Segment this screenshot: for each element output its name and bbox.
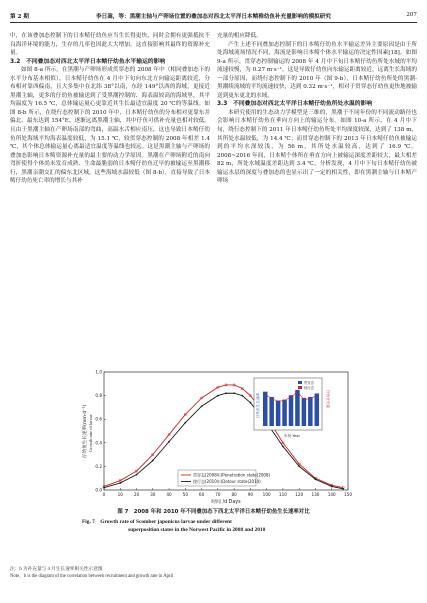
figure-caption-cn: 图 7 2008 年和 2010 年不同叠加态下西北太平洋日本鲭仔幼鱼生长速率对比 — [117, 509, 310, 515]
inset-legend-label-2: 绕行态 — [304, 386, 314, 390]
figure-caption-en — [82, 518, 382, 534]
x-tick-label: 30 — [150, 492, 156, 497]
data-point — [342, 488, 344, 490]
data-point — [217, 395, 219, 397]
inset-bar — [308, 397, 313, 426]
x-tick-label: 10 — [117, 492, 123, 497]
inset-bar — [269, 397, 274, 426]
right-column — [217, 32, 417, 362]
data-point — [184, 422, 186, 424]
data-point — [119, 482, 121, 484]
data-point — [225, 392, 227, 394]
running-title: 李日嵩，等：黑潮主轴与产卵场位置的叠加态对西北太平洋日本鲭稚幼鱼补充量影响的模拟研究 — [96, 14, 331, 20]
y-tick-label: 1.0 — [95, 369, 102, 375]
section-heading-3-2: 3.2 不同叠加态对西北太平洋日本鲭仔幼鱼水平输运的影响 — [10, 58, 166, 65]
data-point — [201, 405, 203, 407]
inset-x-label: 年份 Year — [284, 434, 300, 438]
data-point — [152, 460, 154, 462]
x-tick-label: 100 — [262, 492, 271, 497]
note-en: Note，b is the diagram of the correlation between recruitment and growth rate in April — [10, 574, 174, 579]
left-column — [10, 32, 210, 362]
figure-caption-en-line-2: superposition states in the Norwest Pacific in 2008 and 2010 — [128, 527, 266, 534]
note-cn: 注：b 为补充量与 4 月生长速率相关性示意图 — [10, 567, 103, 572]
paragraph: 如图 8-a 所示，在黑潮与产卵场形成贯穿态的 2008 年中（相同叠加态下的水平分布基本相似），日本鲭仔幼鱼在 4 月中下旬向东北方向输运距离较近，分布相对靠西偏南，且大多集中在北纬 38°以南，东经 149°以西的海域，更接近黑潮主轴，更多的仔幼鱼被输送到了受黑潮控制的、海表温较高的海域里，其平均温度为 16.5 ℃，总体输运量心更靠近其生长最适宜温度 20 ℃的等温线。如图 8-b 所示，在绕行态控制下的 2010 年中，日本鲭仔幼鱼的分布相对更靠东并偏北，最东达到 154°E，逐渐远离黑潮主轴，其中仔鱼可供补充量也相对较低。且由于黑潮主轴在产卵场南部的弯曲，高温水舌相应南压，这也导致日本鲭仔幼鱼所处海域平均海表温度较低，为 15.1 ℃，较贯穿态控制的 2008 年相差 1.4 ℃，其个体总体输运量心离最适宜温度等温线也较远。这是黑潮主轴与产卵场的叠加态影响日本鲭资源补充量的最主要的动力学原因。黑潮在产卵场附近的南向弯折使得个体尚未发育成熟、生命最脆弱的日本鲭仔幼鱼迁早的被输运至黑潮移行，黑潮亲潮交汇的偏东北区域，这些海域水温较低（图 8-b），直接导致了日本鲭仔幼鱼死亡率的增长与其补 — [10, 67, 210, 185]
data-point — [315, 478, 317, 480]
paragraph: 本研究使用的生态动力学模型是三维的，黑潮于不同年份的不同流动路径也会影响日本鲭仔幼鱼在垂向方向上的输运分布。如图 10-a 所示，在 4 月中下旬，绕行态控制下的 2011 年日本鲭仔幼鱼所处平均深度较深，达到了 138 m，其所处水温较低，为 14.4 ℃；而贯穿态控制下的 2013 年日本鲭仔幼鱼被输运到的平均水深较浅，为 56 m，其所处水温较高，达到了 16.9 ℃。2008~2016 年间，日本鲭个体所在垂直方向上被输运深度差距较大，最大相差 82 m，所处水域温度差距达到 3.4 ℃。分析发现，4 月中下旬日本鲭仔幼鱼被输运水层的深度与叠加态的也显示出了一定的相关性，即在黑潮主轴与日本鲭产卵场 — [217, 109, 417, 185]
inset-bar — [315, 393, 320, 426]
x-axis-label: 时间 /d Days — [211, 500, 241, 505]
data-point — [233, 392, 235, 394]
x-tick-label: 90 — [247, 492, 254, 497]
growth-rate-chart — [78, 368, 354, 506]
y-axis-label-cn: 仔幼鱼生长速率(mm·d⁻¹) — [83, 404, 88, 458]
inset-bar — [276, 400, 281, 426]
inset-bar — [263, 392, 268, 426]
figure-note — [10, 566, 417, 580]
data-point — [282, 445, 284, 447]
inset-legend-swatch-2 — [298, 386, 302, 389]
x-tick-label: 130 — [311, 492, 320, 497]
data-point — [136, 474, 138, 476]
inset-bar — [289, 395, 294, 426]
x-tick-label: 150 — [344, 492, 352, 497]
inset-legend-swatch-1 — [298, 381, 302, 384]
figure-caption-en-line-1: Fig. 7 Growth rate of Scomber japonicus larvae under different — [82, 519, 232, 525]
y-tick-label: 0.2 — [95, 463, 102, 469]
x-tick-label: 20 — [133, 492, 140, 497]
data-point — [241, 395, 243, 397]
inset-right-label: 仔鱼补充量 — [326, 390, 330, 408]
inset-bar — [302, 398, 307, 426]
figure-7 — [78, 368, 354, 506]
header-rule — [10, 22, 417, 23]
y-tick-label: 0.8 — [95, 393, 102, 399]
legend-label-penetration: 贯穿态(2008年)Penetration state(2008) — [193, 472, 271, 478]
legend-label-detour: 绕行态(2010年)Detour state(2010) — [193, 479, 261, 485]
x-tick-label: 110 — [278, 492, 287, 497]
data-point — [250, 402, 252, 404]
section-heading-3-3: 3.3 不同叠加态对西北太平洋日本鲭仔幼鱼所处水温的影响 — [217, 101, 373, 108]
x-tick-label: 120 — [295, 492, 304, 497]
y-axis-label-en: Growth rate of larvae — [88, 414, 93, 452]
y-tick-label: 0.4 — [95, 440, 102, 446]
data-point — [298, 466, 300, 468]
x-tick-label: 0 — [102, 492, 106, 497]
x-tick-label: 80 — [231, 492, 237, 497]
inset-bar — [295, 390, 300, 426]
y-tick-label: 0.6 — [95, 416, 102, 422]
paragraph: 中，在该叠加态控制下的日本鲭仔幼鱼应当生长得更快，同时会拥有更强抵抗不良海洋环境的能力，生存的几率也因此大大增加，这直接影响其最终的资源补充量。 — [10, 33, 210, 57]
data-point — [168, 441, 170, 443]
inset-legend-label-1: 贯穿态 — [304, 381, 314, 385]
page-number: 207 — [406, 12, 417, 18]
paragraph: 产生上述不同叠加态控制下的日本鲭仔幼鱼水平输运差异主要原因是由于所处海域流场情况不同，海流是影响日本鲭个体水平输运的决定性因素[18]。如图 9-a 所示，贯穿态控制输运的 2008 年 4 月中下旬日本鲭仔幼鱼所处水域的平均流速较慢，为 0.27 m·s⁻¹，这是导致仔幼鱼向东输运距离较近，远离生长海域的一部分原因，而绕行态控制下的 2010 年（图 9-b），日本鲭仔幼鱼所处的黑潮-黑潮续流域的平均流速较快，达到 0.32 m·s⁻¹，相对于贯穿态仔幼鱼更快地被输送到更东更北的水域。 — [217, 41, 417, 99]
inset-y-label-cn: 仔幼鱼生长速率 — [256, 392, 260, 418]
paragraph: 充量的相应降低。 — [217, 33, 262, 39]
data-point — [103, 487, 105, 489]
x-tick-label: 60 — [198, 492, 205, 497]
inset-chart — [254, 378, 331, 438]
y-tick-label: 0.0 — [95, 487, 102, 493]
x-tick-label: 140 — [327, 492, 336, 497]
issue-number: 第 2 期 — [10, 14, 29, 20]
x-tick-label: 50 — [182, 492, 189, 497]
x-tick-label: 40 — [166, 492, 172, 497]
x-tick-label: 70 — [215, 492, 221, 497]
inset-bar — [282, 400, 287, 426]
data-point — [331, 486, 333, 488]
